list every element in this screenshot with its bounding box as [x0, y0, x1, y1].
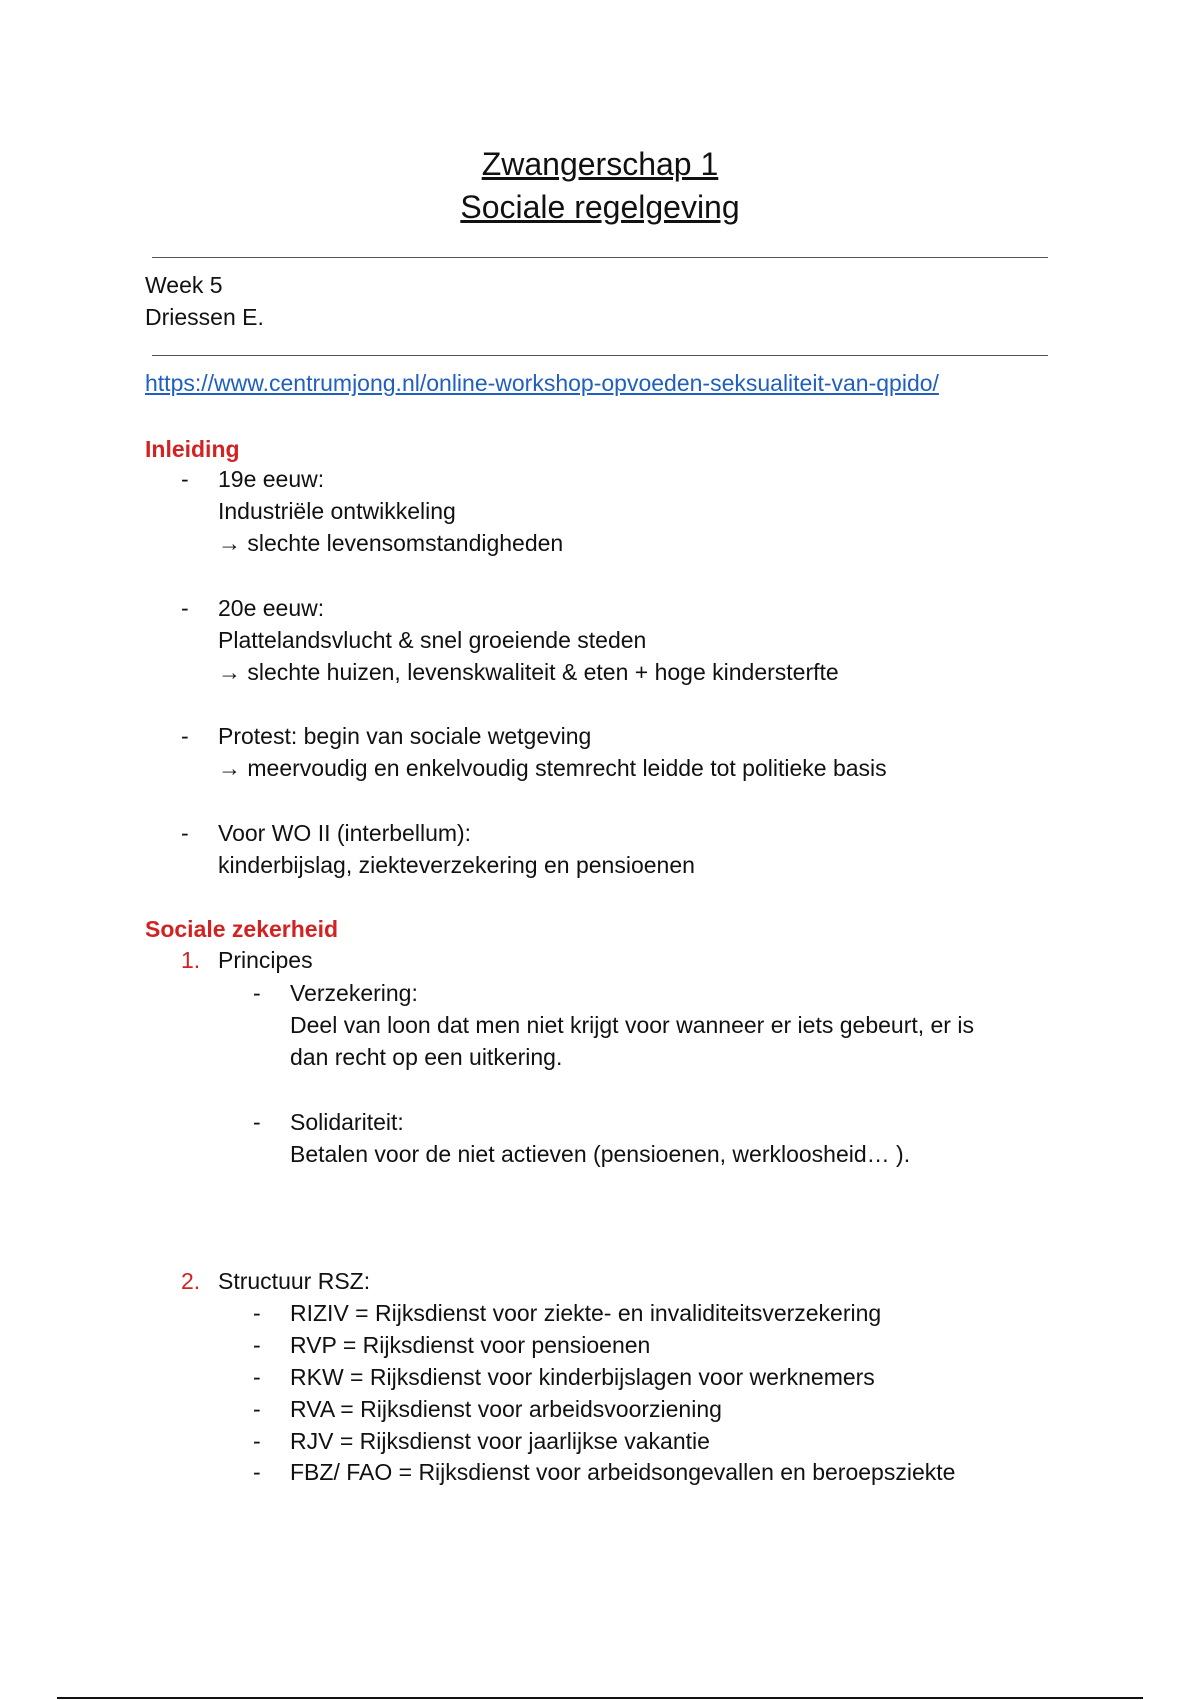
section-heading-inleiding: Inleiding — [145, 436, 240, 462]
bullet-dash: - — [253, 1459, 261, 1485]
list-item-line: 19e eeuw: — [218, 466, 325, 492]
list-item-line: 20e eeuw: — [218, 595, 325, 621]
bullet-dash: - — [253, 1428, 261, 1454]
list-item-line: → meervoudig en enkelvoudig stemrecht leidde tot politieke basis — [218, 755, 887, 781]
divider-top — [152, 257, 1048, 258]
bullet-dash: - — [253, 1109, 261, 1135]
bullet-dash: - — [253, 1332, 261, 1358]
document-subtitle: Sociale regelgeving — [460, 189, 740, 225]
list-item-line: Industriële ontwikkeling — [218, 498, 456, 524]
list-item: FBZ/ FAO = Rijksdienst voor arbeidsongevallen en beroepsziekte — [290, 1459, 956, 1485]
bullet-dash: - — [181, 595, 189, 621]
list-number: 2. — [181, 1268, 201, 1294]
bullet-dash: - — [181, 723, 189, 749]
footer-rule — [57, 1697, 1143, 1699]
divider-bottom — [152, 355, 1048, 356]
list-item-line: Deel van loon dat men niet krijgt voor wanneer er iets gebeurt, er is — [290, 1012, 974, 1038]
list-item: RJV = Rijksdienst voor jaarlijkse vakantie — [290, 1428, 710, 1454]
meta-week: Week 5 — [145, 272, 223, 298]
meta-author: Driessen E. — [145, 304, 264, 330]
list-item-line: Plattelandsvlucht & snel groeiende steden — [218, 627, 647, 653]
list-item-line: kinderbijslag, ziekteverzekering en pensioenen — [218, 852, 695, 878]
workshop-link[interactable]: https://www.centrumjong.nl/online-workshop-opvoeden-seksualiteit-van-qpido/ — [145, 370, 939, 396]
list-item: RKW = Rijksdienst voor kinderbijslagen voor werknemers — [290, 1364, 875, 1390]
bullet-dash: - — [253, 1300, 261, 1326]
list-item-line: Verzekering: — [290, 980, 418, 1006]
list-item-label: Structuur RSZ: — [218, 1268, 371, 1294]
list-item-line: Voor WO II (interbellum): — [218, 820, 472, 846]
list-item: RVP = Rijksdienst voor pensioenen — [290, 1332, 651, 1358]
bullet-dash: - — [181, 466, 189, 492]
list-item: RVA = Rijksdienst voor arbeidsvoorziening — [290, 1396, 722, 1422]
bullet-dash: - — [253, 1396, 261, 1422]
list-number: 1. — [181, 947, 201, 973]
list-item-line: dan recht op een uitkering. — [290, 1044, 563, 1070]
list-item-line: → slechte levensomstandigheden — [218, 530, 564, 556]
list-item-line: Solidariteit: — [290, 1109, 404, 1135]
list-item: RIZIV = Rijksdienst voor ziekte- en invaliditeitsverzekering — [290, 1300, 882, 1326]
list-item-line: Protest: begin van sociale wetgeving — [218, 723, 592, 749]
list-item-line: → slechte huizen, levenskwaliteit & eten + hoge kindersterfte — [218, 659, 839, 685]
bullet-dash: - — [253, 1364, 261, 1390]
list-item-label: Principes — [218, 947, 313, 973]
bullet-dash: - — [253, 980, 261, 1006]
bullet-dash: - — [181, 820, 189, 846]
document-title: Zwangerschap 1 — [481, 146, 719, 182]
section-heading-sociale-zekerheid: Sociale zekerheid — [145, 916, 339, 942]
list-item-line: Betalen voor de niet actieven (pensioenen, werkloosheid… ). — [290, 1141, 911, 1167]
